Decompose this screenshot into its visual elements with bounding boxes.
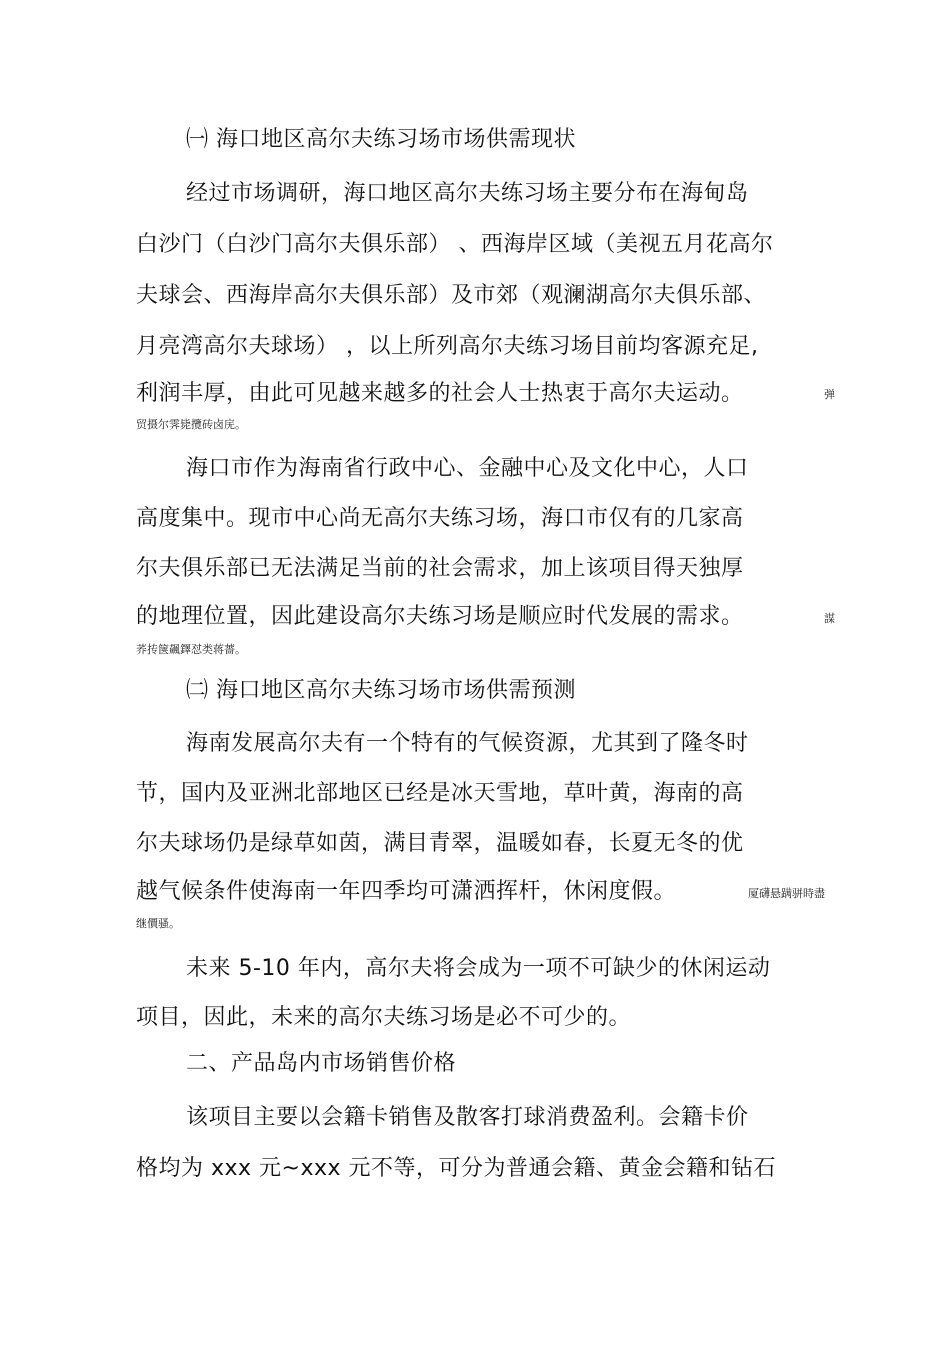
paragraph-line: 白沙门（白沙门高尔夫俱乐部） 、西海岸区域（美视五月花高尔 (136, 232, 774, 257)
paragraph-line: 高度集中。现市中心尚无高尔夫练习场，海口市仅有的几家高 (136, 506, 744, 531)
paragraph-line: 项目，因此，未来的高尔夫练习场是必不可少的。 (136, 1005, 632, 1030)
paragraph-line: 尔夫球场仍是绿草如茵，满目青翠，温暖如春，长夏无冬的优 (136, 831, 744, 856)
paragraph-line: 越气候条件使海南一年四季均可潇洒挥杆，休闲度假。 (136, 879, 677, 904)
paragraph-line: 利润丰厚，由此可见越来越多的社会人士热衷于高尔夫运动。 (136, 381, 744, 406)
garbled-note: 继價骚。 (136, 917, 180, 930)
paragraph-line: 海口市作为海南省行政中心、金融中心及文化中心，人口 (186, 456, 749, 481)
paragraph-line: 海南发展高尔夫有一个特有的气候资源，尤其到了隆冬时 (186, 731, 749, 756)
paragraph-line: 夫球会、西海岸高尔夫俱乐部）及市郊（观澜湖高尔夫俱乐部、 (136, 283, 767, 308)
section-heading-1: ㈠ 海口地区高尔夫练习场市场供需现状 (186, 127, 576, 152)
paragraph-line: 尔夫俱乐部已无法满足当前的社会需求，加上该项目得天独厚 (136, 556, 744, 581)
paragraph-line: 月亮湾高尔夫球场） ，以上所列高尔夫练习场目前均客源充足, (136, 334, 759, 359)
garbled-note: 弹 (824, 388, 835, 401)
section-heading-3: 二、产品岛内市场销售价格 (186, 1051, 457, 1076)
garbled-note: 厦礴悬蹒骈時盡 (748, 887, 825, 900)
paragraph-line: 未来 5-10 年内，高尔夫将会成为一项不可缺少的休闲运动 (186, 956, 771, 981)
paragraph-line: 的地理位置，因此建设高尔夫练习场是顺应时代发展的需求。 (136, 604, 744, 629)
garbled-note: 荞抟箧飆鐸怼类蒋薔。 (136, 643, 246, 656)
paragraph-line: 节，国内及亚洲北部地区已经是冰天雪地，草叶黄，海南的高 (136, 781, 744, 806)
paragraph-line: 格均为 xxx 元~xxx 元不等，可分为普通会籍、黄金会籍和钻石 (136, 1156, 777, 1181)
paragraph-line: 该项目主要以会籍卡销售及散客打球消费盈利。会籍卡价 (186, 1105, 749, 1130)
section-heading-2: ㈡ 海口地区高尔夫练习场市场供需预测 (186, 678, 576, 703)
paragraph-line: 经过市场调研，海口地区高尔夫练习场主要分布在海甸岛 (186, 181, 749, 206)
garbled-note: 謀 (824, 612, 835, 625)
garbled-note: 贸摄尔霁毙攬砖卤庑。 (136, 418, 246, 431)
